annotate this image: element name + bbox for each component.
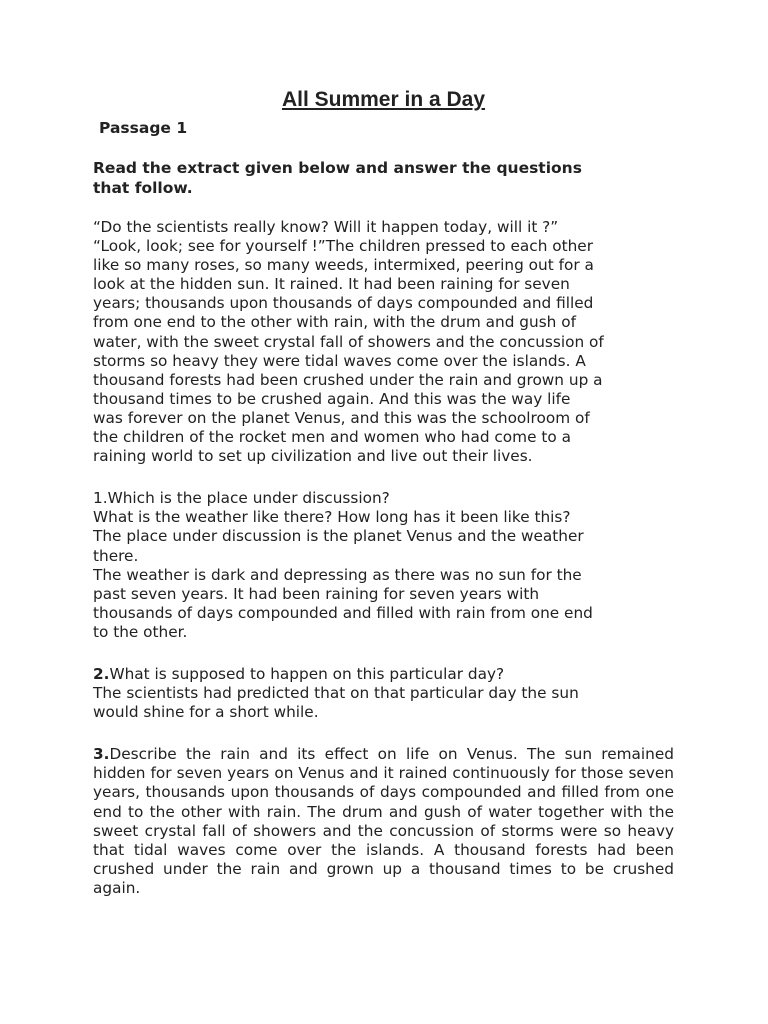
extract-line: was forever on the planet Venus, and this was the schoolroom of bbox=[93, 408, 590, 427]
q3-number: 3. bbox=[93, 745, 110, 764]
question-1-block bbox=[93, 489, 674, 642]
extract-line: storms so heavy they were tidal waves come over the islands. A bbox=[93, 351, 586, 370]
passage-label: Passage 1 bbox=[99, 119, 188, 137]
extract-line: like so many roses, so many weeds, intermixed, peering out for a bbox=[93, 256, 594, 275]
q1-line: What is the weather like there? How long has it been like this? bbox=[93, 508, 571, 527]
q1-line: 1.Which is the place under discussion? bbox=[93, 489, 390, 508]
extract-line: the children of the rocket men and women who had come to a bbox=[93, 428, 571, 447]
q2-question-line bbox=[93, 665, 674, 684]
q3-text: Describe the rain and its effect on life on Venus. The sun remained hidden for seven years on Venus and it rained continuously for those seven years, thousands upon thousands of days compounded and filled from one end to the other with rain. The drum and gush of water together with the sweet crystal fall of showers and the concussion of storms were so heavy that tidal waves come over the islands. A thousand forests had been crushed under the rain and grown up a thousand times to be crushed again. bbox=[93, 745, 674, 897]
q2-question: What is supposed to happen on this particular day? bbox=[109, 664, 505, 683]
instruction-line: Read the extract given below and answer the questions bbox=[93, 159, 582, 177]
extract-paragraph bbox=[93, 218, 674, 466]
extract-line: “Look, look; see for yourself !”The children pressed to each other bbox=[93, 237, 594, 256]
q1-line: to the other. bbox=[93, 622, 188, 641]
extract-line: “Do the scientists really know? Will it happen today, will it ?” bbox=[93, 218, 559, 236]
question-2-block bbox=[93, 665, 674, 722]
question-3-block bbox=[93, 745, 674, 898]
extract-line: from one end to the other with rain, with the drum and gush of bbox=[93, 313, 576, 332]
q1-line: there. bbox=[93, 546, 139, 565]
instruction-line: that follow. bbox=[93, 179, 193, 197]
q1-line: thousands of days compounded and filled with rain from one end bbox=[93, 603, 593, 622]
extract-line: thousand forests had been crushed under the rain and grown up a bbox=[93, 370, 603, 389]
extract-line: raining world to set up civilization and live out their lives. bbox=[93, 447, 533, 466]
q1-line: past seven years. It had been raining for seven years with bbox=[93, 584, 540, 603]
extract-line: thousand times to be crushed again. And this was the way life bbox=[93, 389, 571, 408]
extract-line: look at the hidden sun. It rained. It had been raining for seven bbox=[93, 275, 570, 294]
extract-line: water, with the sweet crystal fall of showers and the concussion of bbox=[93, 332, 604, 351]
q1-line: The place under discussion is the planet Venus and the weather bbox=[93, 527, 584, 546]
instruction-text bbox=[93, 158, 674, 198]
document-page bbox=[93, 86, 674, 898]
q2-number: 2. bbox=[93, 664, 110, 683]
q1-line: The weather is dark and depressing as there was no sun for the bbox=[93, 565, 582, 584]
extract-line: years; thousands upon thousands of days compounded and filled bbox=[93, 294, 594, 313]
q2-answer-line: would shine for a short while. bbox=[93, 703, 319, 722]
document-title: All Summer in a Day bbox=[281, 88, 486, 111]
q2-answer-line: The scientists had predicted that on that particular day the sun bbox=[93, 684, 579, 703]
